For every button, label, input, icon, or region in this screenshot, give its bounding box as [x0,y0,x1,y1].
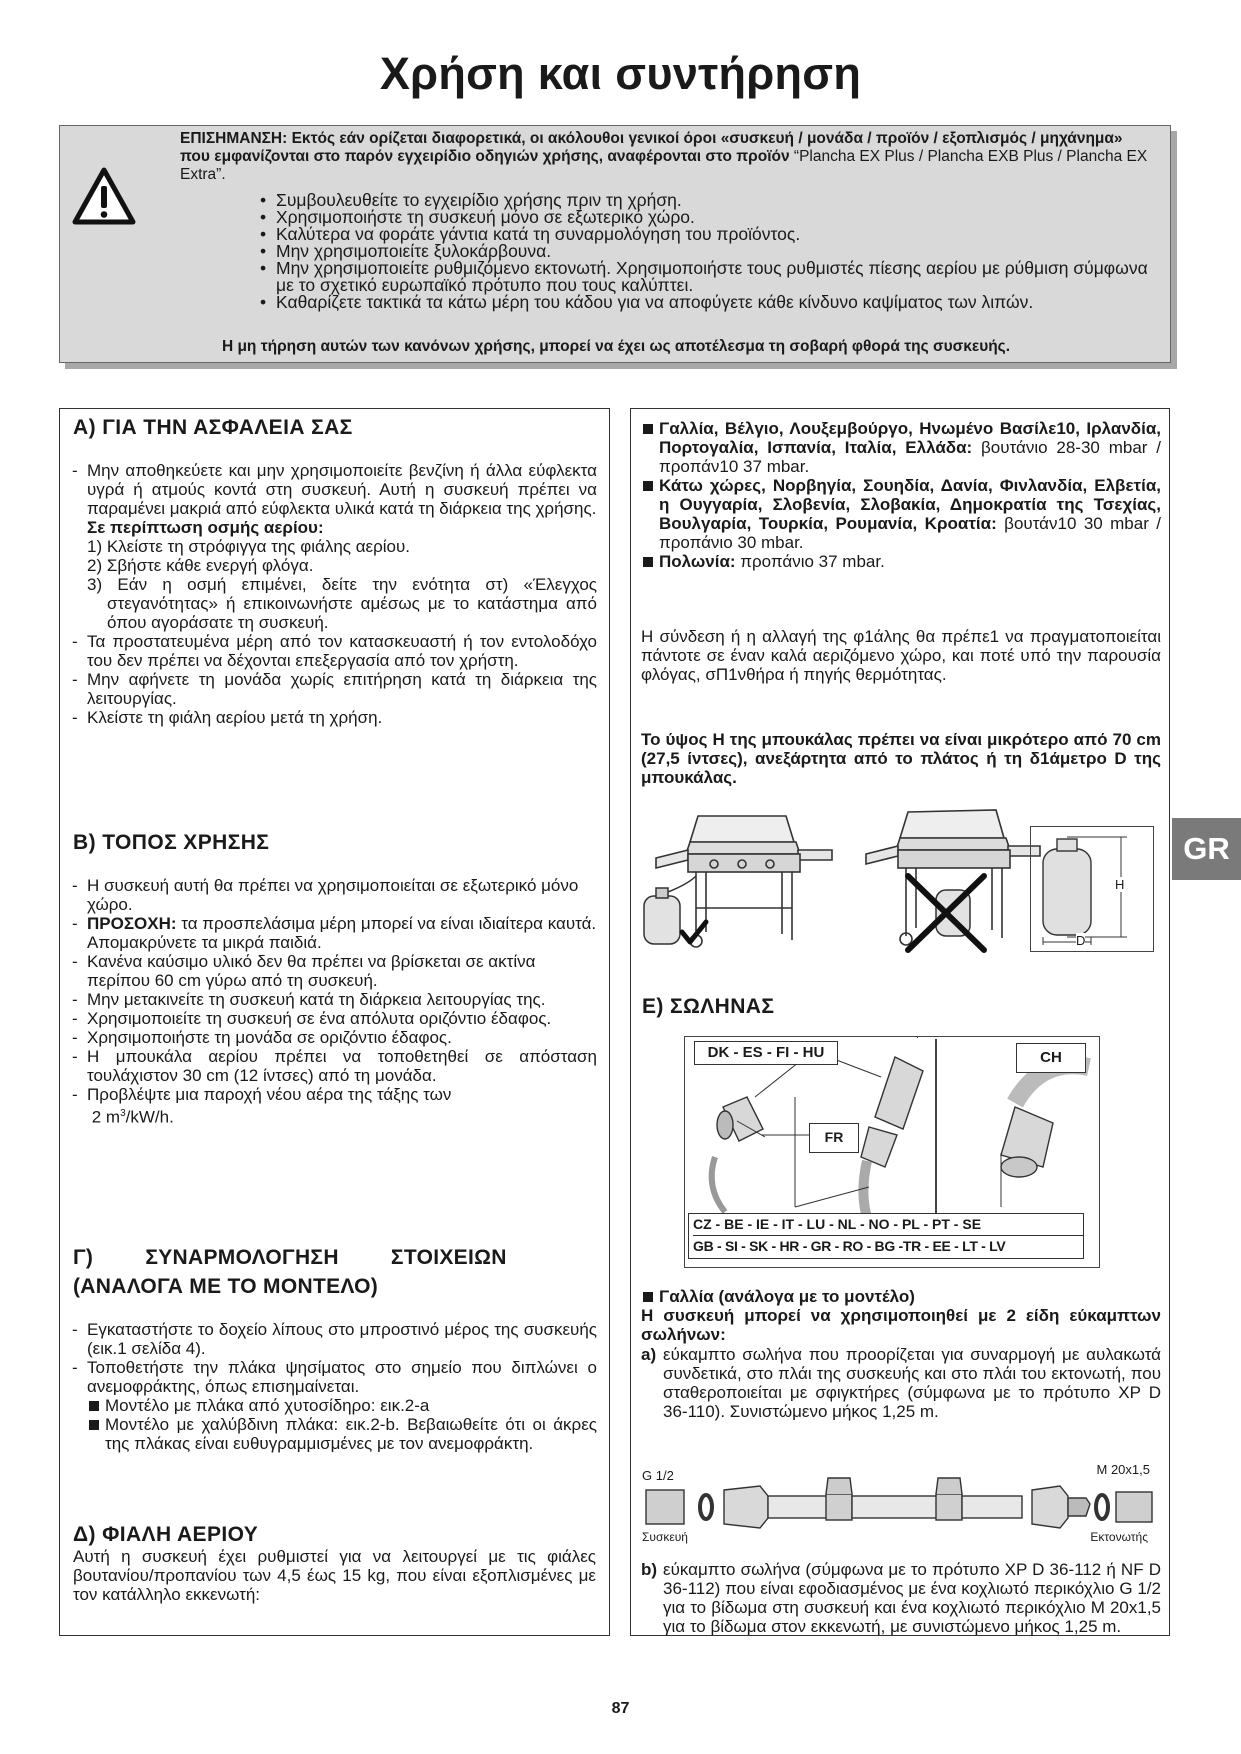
hose-label-countries [688,1213,1084,1259]
hose-label-g: G 1/2 [642,1468,674,1483]
hose-label-ch: CH [1016,1043,1086,1073]
section-b-title: B) ΤΟΠΟΣ ΧΡΗΣΗΣ [73,831,270,854]
grill-bottle-correct-figure [636,808,846,958]
section-b-list [72,876,597,1127]
hose-type-b-label: b) [641,1560,658,1579]
model-list [87,1396,597,1453]
list-item: Γαλλία, Βέλγιο, Λουξεμβούργο, Ηνωμένο Βασίλε10, Ιρλανδία, Πορτογαλία, Ισπανία, Ιταλία, Ελλάδα: βουτάνιο 28-30 mbar / προπάν10 37 mbar. [641,419,1161,476]
list-item: - Κλείστε τη φιάλη αερίου μετά τη χρήση. [72,708,597,727]
height-label: H [1115,877,1125,892]
list-item: Μοντέλο με πλάκα από χυτοσίδηρο: εικ.2-a [87,1396,597,1415]
hose-label-countries-line2: GB - SI - SK - HR - GR - RO - BG -TR - EE - LT - LV [693,1238,1006,1254]
list-item: - Μην αφήνετε τη μονάδα χωρίς επιτήρηση κατά τη διάρκεια της λειτουργίας. [72,670,597,708]
diameter-label: D [1076,933,1086,948]
ventilation-paragraph: Η σύνδεση ή η αλλαγή της φ1άλης θα πρέπε1 να πραγματοποιείται πάντοτε σε έναν καλά αεριζόμενο χώρο, και ποτέ υπό την παρουσία φλόγας, σΠ1νθήρα ή πηγής θερμότητας. [641,627,1161,684]
gas-smell-steps [87,537,597,632]
list-item: - Κανένα καύσιμο υλικό δεν θα πρέπει να βρίσκεται σε ακτίνα περίπου 60 cm γύρω από τη συσκευή. [72,952,597,990]
list-item: Πολωνία: προπάνιο 37 mbar. [641,552,1161,571]
right-column [630,408,1170,1636]
warning-footer: Η μη τήρηση αυτών των κανόνων χρήσης, μπορεί να έχει ως αποτέλεσμα τη σοβαρή φθορά της συσκευής. [221,338,1011,355]
page-number: 87 [611,1700,630,1717]
list-item: 2) Σβήστε κάθε ενεργή φλόγα. [87,556,314,575]
hose-label-regulator: Εκτονωτής [1090,1530,1148,1544]
warning-list [260,192,1160,311]
hose-label-m: M 20x1,5 [1096,1462,1150,1477]
section-d-text: Αυτή η συσκευή έχει ρυθμιστεί για να λειτουργεί με τις φιάλες βουτανίου/προπανίου των 4,5 έως 15 kg, που είναι εξοπλισμένες με τον κατάλληλο εκκενωτή: [73,1547,596,1604]
list-item: • Μην χρησιμοποιείτε ρυθμιζόμενο εκτονωτή. Χρησιμοποιήστε τους ρυθμιστές πίεσης αερίου με ρύθμιση σύμφωνα με το σχετικό ευρωπαϊκό πρότυπο που τους καλύπτει. [260,260,1160,294]
list-item: - Προβλέψτε μια παροχή νέου αέρα της τάξης των 2 $m^3/kW/h$. [72,1085,597,1127]
list-item: 1) Κλείστε τη στρόφιγγα της φιάλης αερίου. [87,537,411,556]
warning-model-names: “Plancha EX Plus / Plancha EXB Plus / Plancha EX Extra”. [180,148,1148,183]
hose-connectors-figure [684,1036,1100,1268]
warning-box [59,125,1171,363]
bottle-dimensions-figure [1030,826,1154,952]
list-item: - Μην αποθηκεύετε και μην χρησιμοποιείτε βενζίνη ή άλλα εύφλεκτα υγρά ή ατμούς κοντά στη συσκευή. Αυτή η συσκευή πρέπει να παραμένει μακριά από εύφλεκτα υλικά κατά τη διάρκεια της χρήσης. Σε περίπτωση οσμής αερίου: 1) Κλείστε τη στρόφιγγα της φιάλης αερίου. 2) Σβήστε κάθε ενεργή φλόγα. 3) Εάν η οσμή επιμένει, δείτε την ενότητα στ) «Έλεγχος στεγανότητας» ή επικοινωνήστε αμέσως με το κατάστημα από όπου αγοράσατε τη συσκευή. [72,461,597,632]
section-a-title: A) ΓΙΑ ΤΗΝ ΑΣΦΑΛΕΙΑ ΣΑΣ [73,416,353,439]
bottle-height-paragraph: Το ύψος Η της μπουκάλας πρέπει να είναι μικρότερο από 70 cm (27,5 ίντσες), ανεξάρτητα από το πλάτος ή τη δ1άμετρο D της μπουκάλας. [641,730,1161,787]
list-item: - Τα προστατευμένα μέρη από τον κατασκευαστή ή τον εντολοδόχο του δεν πρέπει να δέχονται επεξεργασία από τον χρήστη. [72,632,597,670]
list-item: Γαλλία (ανάλογα με το μοντέλο) [641,1287,1161,1306]
list-item: - Η συσκευή αυτή θα πρέπει να χρησιμοποιείται σε εξωτερικό μόνο χώρο. [72,876,597,914]
section-c-title [73,1243,594,1301]
hose-label-countries-line1: CZ - BE - IE - IT - LU - NL - NO - PL - PT - SE [693,1214,1083,1236]
page-title: Χρήση και συντήρηση [379,48,862,99]
language-tab: GR [1172,818,1241,880]
hose-type-b [641,1560,1161,1636]
list-item: - Η μπουκάλα αερίου πρέπει να τοποθετηθεί σε απόσταση τουλάχιστον 30 cm (12 ίντσες) από τη μονάδα. [72,1047,597,1085]
france-hose-list [641,1287,1161,1306]
section-c-title-line1: Γ) ΣΥΝΑΡΜΟΛΟΓΗΣΗ ΣΤΟΙΧΕΙΩΝ [73,1246,507,1269]
hose-type-b-text: εύκαμπτο σωλήνα (σύμφωνα με το πρότυπο XP D 36-112 ή NF D 36-112) που είναι εφοδιασμένος με ένα κοχλιωτό περικόχλιο G 1/2 για το βίδωμα στη συσκευή και ένα κοχλιωτό περικόχλιο M 20x1,5 για το βίδωμα στον εκκενωτή, με συνιστώμενο μήκος 1,25 m. [663,1560,1161,1636]
list-item: • Καλύτερα να φοράτε γάντια κατά τη συναρμολόγηση του προϊόντος. [260,226,1160,243]
list-item: - Εγκαταστήστε το δοχείο λίπους στο μπροστινό μέρος της συσκευής (εικ.1 σελίδα 4). [72,1320,597,1358]
list-item: 3) Εάν η οσμή επιμένει, δείτε την ενότητα στ) «Έλεγχος στεγανότητας» ή επικοινωνήστε αμέσως με το κατάστημα από όπου αγοράσατε τη συσκευή. [87,575,597,632]
list-item: - Χρησιμοποιήστε τη μονάδα σε οριζόντιο έδαφος. [72,1028,597,1047]
hose-label-dk: DK - ES - FI - HU [694,1041,838,1065]
gas-bottle-icon [644,876,696,944]
warning-heading: ΕΠΙΣΗΜΑΝΣΗ: Εκτός εάν ορίζεται διαφορετικά, οι ακόλουθοι γενικοί όροι «συσκευή / μονάδα / προϊόν / εξοπλισμός / μηχάνημα» που εμφανίζονται στο παρόν εγχειρίδιο οδηγιών χρήσης, αναφέρονται στο προϊόν “Plancha EX Plus / Plancha EXB Plus / Plancha EX Extra”. [180,130,1148,183]
section-c-title-line2: (ΑΝΑΛΟΓΑ ΜΕ ΤΟ ΜΟΝΤΕΛΟ) [73,1275,379,1298]
list-item: • Χρησιμοποιήστε τη συσκευή μόνο σε εξωτερικό χώρο. [260,209,1160,226]
section-d-title: Δ) ΦΙΑΛΗ ΑΕΡΙΟΥ [73,1523,259,1546]
list-item: • Μην χρησιμοποιείτε ξυλοκάρβουνα. [260,243,1160,260]
list-item: - Τοποθετήστε την πλάκα ψησίματος στο σημείο που διπλώνει ο ανεμοφράκτης, όπως επισημαίνεται. Μοντέλο με πλάκα από χυτοσίδηρο: εικ.2-a Μοντέλο με χαλύβδινη πλάκα: εικ.2-b. Βεβαιωθείτε ότι οι άκρες της πλάκας είναι ευθυγραμμισμένες με τον ανεμοφράκτη. [72,1358,597,1453]
hose-type-a [641,1345,1161,1421]
hose-type-a-label: a) [641,1345,657,1364]
section-c-list [72,1320,597,1453]
list-item: - Χρησιμοποιείτε τη συσκευή σε ένα απόλυτα οριζόντιο έδαφος. [72,1009,597,1028]
list-item: - Μην μετακινείτε τη συσκευή κατά τη διάρκεια λειτουργίας της. [72,990,597,1009]
hose-types-intro: Η συσκευή μπορεί να χρησιμοποιηθεί με 2 είδη εύκαμπτων σωλήνων: [641,1306,1161,1344]
grill-bottle-wrong-figure [856,804,1042,958]
hose-diagram [640,1460,1160,1550]
list-item: Μοντέλο με χαλύβδινη πλάκα: εικ.2-b. Βεβαιωθείτε ότι οι άκρες της πλάκας είναι ευθυγραμμισμένες με τον ανεμοφράκτη. [87,1415,597,1453]
gas-smell-heading: Σε περίπτωση οσμής αερίου: [87,518,324,537]
section-a-list [72,461,597,727]
warning-triangle-icon [71,166,137,226]
hose-label-fr: FR [809,1123,859,1153]
hose-type-a-text: εύκαμπτο σωλήνα που προορίζεται για συναρμογή με αυλακωτά συνδετικά, στο πλάι της συσκευής και στο πλάι του εκτονωτή, που σταθεροποιείται με σφιγκτήρες (σύμφωνα με το πρότυπο XP D 36-110). Συνιστώμενο μήκος 1,25 m. [663,1345,1161,1421]
list-item: Κάτω χώρες, Νορβηγία, Σουηδία, Δανία, Φινλανδία, Ελβετία, η Ουγγαρία, Σλοβενία, Σλοβακία, Δημοκρατία της Τσεχίας, Βουλγαρία, Τουρκία, Ρουμανία, Κροατία: βουτάν10 30 mbar / προπάνιο 30 mbar. [641,476,1161,552]
list-item: - ΠΡΟΣΟΧΗ: τα προσπελάσιμα μέρη μπορεί να είναι ιδιαίτερα καυτά. Απομακρύνετε τα μικρά παιδιά. [72,914,597,952]
cross-icon [908,876,984,950]
country-pressure-list [641,419,1161,571]
list-item: • Καθαρίζετε τακτικά τα κάτω μέρη του κάδου για να αποφύγετε κάθε κίνδυνο καψίματος των λιπών. [260,294,1160,311]
list-item: • Συμβουλευθείτε το εγχειρίδιο χρήσης πριν τη χρήση. [260,192,1160,209]
section-e-title: E) ΣΩΛΗΝΑΣ [642,995,775,1018]
hose-label-device: Συσκευή [642,1530,688,1544]
